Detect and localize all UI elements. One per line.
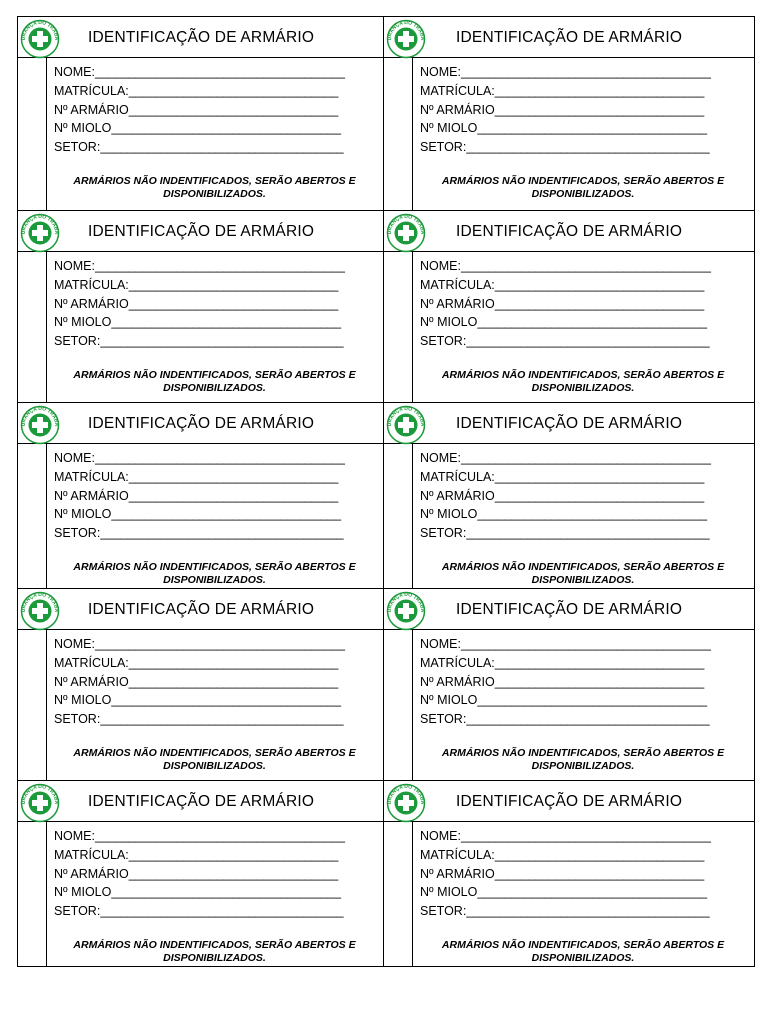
locker-label-1 xyxy=(17,16,384,211)
locker-label-7 xyxy=(17,588,384,781)
margin-line xyxy=(412,821,413,966)
field-label: Nº ARMÁRIO xyxy=(420,674,495,689)
field-label: Nº MIOLO xyxy=(420,885,478,900)
field-blank-line[interactable]: _______________________________ xyxy=(128,296,339,311)
field-row[interactable] xyxy=(54,138,377,157)
field-blank-line[interactable]: __________________________________ xyxy=(477,121,707,136)
locker-label-2 xyxy=(383,16,755,211)
field-label: MATRÍCULA: xyxy=(420,847,495,862)
svg-text:SEGURANÇA DO TRABALHO: URANÇA DO TRABA xyxy=(386,19,426,41)
field-label: Nº ARMÁRIO xyxy=(54,866,129,881)
field-label: Nº MIOLO xyxy=(54,885,112,900)
field-row[interactable] xyxy=(420,654,748,673)
label-header xyxy=(18,17,383,58)
field-blank-line[interactable]: ____________________________________ xyxy=(466,526,710,541)
label-title: IDENTIFICAÇÃO DE ARMÁRIO xyxy=(88,793,315,810)
field-label: MATRÍCULA: xyxy=(420,655,495,670)
field-row[interactable] xyxy=(420,468,748,487)
label-title: IDENTIFICAÇÃO DE ARMÁRIO xyxy=(88,29,315,46)
locker-label-5 xyxy=(17,402,384,589)
label-fields xyxy=(54,63,377,157)
field-row[interactable] xyxy=(54,63,377,82)
notice-text xyxy=(414,369,752,394)
label-header xyxy=(384,781,754,822)
field-label: NOME: xyxy=(420,65,461,79)
notice-line: ARMÁRIOS NÃO INDENTIFICADOS, SERÃO ABERTOS E xyxy=(73,939,356,951)
margin-line xyxy=(46,821,47,966)
notice-line: ARMÁRIOS NÃO INDENTIFICADOS, SERÃO ABERTOS E xyxy=(73,561,356,573)
field-blank-line[interactable]: _____________________________________ xyxy=(94,65,345,79)
label-header xyxy=(18,589,383,630)
field-blank-line[interactable]: __________________________________ xyxy=(111,507,341,522)
label-fields xyxy=(54,827,377,921)
svg-text:SEGURANÇA DO TRABALHO: URANÇA DO TRABA xyxy=(20,405,60,427)
field-blank-line[interactable]: _______________________________ xyxy=(494,83,705,98)
safety-seal-icon xyxy=(384,19,428,59)
label-fields xyxy=(420,635,748,729)
field-label: Nº MIOLO xyxy=(54,121,112,136)
field-blank-line[interactable]: _____________________________________ xyxy=(94,451,345,465)
field-label: Nº ARMÁRIO xyxy=(54,674,129,689)
field-row[interactable] xyxy=(54,257,377,276)
label-fields xyxy=(420,63,748,157)
field-blank-line[interactable]: ____________________________________ xyxy=(466,904,710,919)
field-row[interactable] xyxy=(54,332,377,351)
field-blank-line[interactable]: _______________________________ xyxy=(494,296,705,311)
field-label: Nº MIOLO xyxy=(54,315,112,330)
field-blank-line[interactable]: ____________________________________ xyxy=(100,904,344,919)
field-label: NOME: xyxy=(420,829,461,843)
field-blank-line[interactable]: _______________________________ xyxy=(494,488,705,503)
field-label: MATRÍCULA: xyxy=(54,83,129,98)
notice-line: DISPONIBILIZADOS. xyxy=(163,381,266,394)
notice-line: DISPONIBILIZADOS. xyxy=(163,951,266,964)
field-label: NOME: xyxy=(54,451,95,465)
locker-label-6 xyxy=(383,402,755,589)
field-row[interactable] xyxy=(54,883,377,902)
margin-line xyxy=(46,629,47,780)
locker-label-3 xyxy=(17,210,384,403)
field-label: Nº ARMÁRIO xyxy=(420,488,495,503)
field-blank-line[interactable]: ____________________________________ xyxy=(466,712,710,727)
field-blank-line[interactable]: __________________________________ xyxy=(477,507,707,522)
margin-line xyxy=(46,57,47,210)
field-label: SETOR: xyxy=(420,334,467,349)
field-row[interactable] xyxy=(420,332,748,351)
notice-line: ARMÁRIOS NÃO INDENTIFICADOS, SERÃO ABERTOS E xyxy=(73,175,356,187)
field-row[interactable] xyxy=(54,691,377,710)
field-blank-line[interactable]: ____________________________________ xyxy=(100,334,344,349)
field-blank-line[interactable]: _______________________________ xyxy=(128,277,339,292)
notice-line: ARMÁRIOS NÃO INDENTIFICADOS, SERÃO ABERTOS E xyxy=(73,369,356,381)
field-label: Nº MIOLO xyxy=(420,693,478,708)
field-row[interactable] xyxy=(54,82,377,101)
field-label: Nº MIOLO xyxy=(54,693,112,708)
notice-line: ARMÁRIOS NÃO INDENTIFICADOS, SERÃO ABERTOS E xyxy=(441,747,725,759)
field-blank-line[interactable]: _____________________________________ xyxy=(460,65,711,79)
field-row[interactable] xyxy=(54,313,377,332)
field-label: Nº MIOLO xyxy=(420,315,478,330)
label-title: IDENTIFICAÇÃO DE ARMÁRIO xyxy=(456,601,683,618)
notice-line: DISPONIBILIZADOS. xyxy=(163,187,266,200)
field-blank-line[interactable]: _____________________________________ xyxy=(460,637,711,651)
field-blank-line[interactable]: ____________________________________ xyxy=(466,140,710,155)
svg-text:SEGURANÇA DO TRABALHO: URANÇA DO TRABA xyxy=(20,783,60,805)
margin-line xyxy=(412,443,413,588)
margin-line xyxy=(412,57,413,210)
safety-seal-icon xyxy=(18,783,62,823)
field-row[interactable] xyxy=(420,673,748,692)
field-blank-line[interactable]: __________________________________ xyxy=(477,315,707,330)
field-label: NOME: xyxy=(420,259,461,273)
field-blank-line[interactable]: ____________________________________ xyxy=(466,334,710,349)
label-sheet xyxy=(17,16,755,966)
field-row[interactable] xyxy=(420,827,748,846)
notice-line: ARMÁRIOS NÃO INDENTIFICADOS, SERÃO ABERTOS E xyxy=(441,939,725,951)
field-blank-line[interactable]: _____________________________________ xyxy=(94,829,345,843)
safety-seal-icon xyxy=(384,783,428,823)
field-label: SETOR: xyxy=(54,712,101,727)
field-row[interactable] xyxy=(54,119,377,138)
field-label: Nº ARMÁRIO xyxy=(54,102,129,117)
field-row[interactable] xyxy=(54,902,377,921)
label-fields xyxy=(420,257,748,351)
notice-line: DISPONIBILIZADOS. xyxy=(531,187,635,200)
label-header xyxy=(18,781,383,822)
field-blank-line[interactable]: _____________________________________ xyxy=(94,637,345,651)
field-row[interactable] xyxy=(54,865,377,884)
notice-text xyxy=(414,175,752,200)
field-blank-line[interactable]: __________________________________ xyxy=(111,885,341,900)
field-label: NOME: xyxy=(420,451,461,465)
safety-seal-icon xyxy=(18,591,62,631)
label-header xyxy=(18,211,383,252)
field-blank-line[interactable]: ____________________________________ xyxy=(100,526,344,541)
label-title: IDENTIFICAÇÃO DE ARMÁRIO xyxy=(88,415,315,432)
field-blank-line[interactable]: _____________________________________ xyxy=(94,259,345,273)
field-row[interactable] xyxy=(54,468,377,487)
field-row[interactable] xyxy=(54,827,377,846)
field-blank-line[interactable]: _______________________________ xyxy=(494,277,705,292)
notice-line: ARMÁRIOS NÃO INDENTIFICADOS, SERÃO ABERTOS E xyxy=(441,175,725,187)
safety-seal-icon xyxy=(384,213,428,253)
field-blank-line[interactable]: _____________________________________ xyxy=(460,259,711,273)
field-row[interactable] xyxy=(54,449,377,468)
notice-line: DISPONIBILIZADOS. xyxy=(531,381,635,394)
svg-text:SEGURANÇA DO TRABALHO: URANÇA DO TRABA xyxy=(386,591,426,613)
field-label: Nº ARMÁRIO xyxy=(420,296,495,311)
notice-line: ARMÁRIOS NÃO INDENTIFICADOS, SERÃO ABERTOS E xyxy=(73,747,356,759)
field-label: MATRÍCULA: xyxy=(54,469,129,484)
field-blank-line[interactable]: _______________________________ xyxy=(494,866,705,881)
field-label: SETOR: xyxy=(420,140,467,155)
margin-line xyxy=(412,629,413,780)
field-blank-line[interactable]: ____________________________________ xyxy=(100,140,344,155)
field-label: SETOR: xyxy=(54,334,101,349)
notice-text xyxy=(414,939,752,964)
label-title: IDENTIFICAÇÃO DE ARMÁRIO xyxy=(88,601,315,618)
margin-line xyxy=(46,443,47,588)
field-blank-line[interactable]: __________________________________ xyxy=(477,693,707,708)
field-blank-line[interactable]: _______________________________ xyxy=(128,655,339,670)
field-blank-line[interactable]: _______________________________ xyxy=(128,674,339,689)
field-blank-line[interactable]: _______________________________ xyxy=(128,847,339,862)
label-header xyxy=(384,403,754,444)
field-blank-line[interactable]: _______________________________ xyxy=(128,866,339,881)
svg-text:SEGURANÇA DO TRABALHO: URANÇA DO TRABA xyxy=(386,405,426,427)
field-label: SETOR: xyxy=(54,904,101,919)
notice-line: DISPONIBILIZADOS. xyxy=(163,759,266,772)
notice-line: DISPONIBILIZADOS. xyxy=(531,951,635,964)
field-row[interactable] xyxy=(54,276,377,295)
field-row[interactable] xyxy=(420,691,748,710)
field-row[interactable] xyxy=(420,883,748,902)
field-row[interactable] xyxy=(420,257,748,276)
field-row[interactable] xyxy=(54,635,377,654)
label-header xyxy=(18,403,383,444)
label-title: IDENTIFICAÇÃO DE ARMÁRIO xyxy=(456,793,683,810)
field-row[interactable] xyxy=(420,635,748,654)
label-fields xyxy=(54,257,377,351)
field-label: MATRÍCULA: xyxy=(420,83,495,98)
field-label: MATRÍCULA: xyxy=(54,277,129,292)
field-row[interactable] xyxy=(420,295,748,314)
field-label: Nº ARMÁRIO xyxy=(54,296,129,311)
notice-text xyxy=(414,561,752,586)
label-title: IDENTIFICAÇÃO DE ARMÁRIO xyxy=(456,29,683,46)
field-label: NOME: xyxy=(54,65,95,79)
margin-line xyxy=(412,251,413,402)
field-blank-line[interactable]: _______________________________ xyxy=(128,102,339,117)
field-row[interactable] xyxy=(420,449,748,468)
field-blank-line[interactable]: __________________________________ xyxy=(477,885,707,900)
field-row[interactable] xyxy=(420,63,748,82)
field-blank-line[interactable]: _____________________________________ xyxy=(460,451,711,465)
field-row[interactable] xyxy=(420,710,748,729)
locker-label-4 xyxy=(383,210,755,403)
field-label: Nº MIOLO xyxy=(420,121,478,136)
safety-seal-icon xyxy=(384,591,428,631)
locker-label-8 xyxy=(383,588,755,781)
field-label: Nº ARMÁRIO xyxy=(54,488,129,503)
notice-text xyxy=(48,175,381,200)
field-row[interactable] xyxy=(420,138,748,157)
notice-text xyxy=(48,561,381,586)
field-row[interactable] xyxy=(420,524,748,543)
field-blank-line[interactable]: ____________________________________ xyxy=(100,712,344,727)
field-blank-line[interactable]: _______________________________ xyxy=(128,469,339,484)
field-row[interactable] xyxy=(54,524,377,543)
label-fields xyxy=(54,635,377,729)
field-blank-line[interactable]: __________________________________ xyxy=(111,121,341,136)
notice-line: ARMÁRIOS NÃO INDENTIFICADOS, SERÃO ABERTOS E xyxy=(441,561,725,573)
field-row[interactable] xyxy=(420,487,748,506)
field-blank-line[interactable]: _______________________________ xyxy=(494,847,705,862)
field-label: SETOR: xyxy=(54,140,101,155)
label-title: IDENTIFICAÇÃO DE ARMÁRIO xyxy=(88,223,315,240)
field-row[interactable] xyxy=(54,710,377,729)
field-row[interactable] xyxy=(54,295,377,314)
field-label: Nº ARMÁRIO xyxy=(420,102,495,117)
field-label: MATRÍCULA: xyxy=(420,277,495,292)
field-label: Nº ARMÁRIO xyxy=(420,866,495,881)
notice-line: DISPONIBILIZADOS. xyxy=(531,573,635,586)
safety-seal-icon xyxy=(18,19,62,59)
field-blank-line[interactable]: _______________________________ xyxy=(494,469,705,484)
locker-label-10 xyxy=(383,780,755,967)
field-row[interactable] xyxy=(420,902,748,921)
notice-text xyxy=(48,747,381,772)
locker-label-9 xyxy=(17,780,384,967)
label-header xyxy=(384,17,754,58)
svg-text:SEGURANÇA DO TRABALHO: URANÇA DO TRABA xyxy=(386,213,426,235)
notice-line: DISPONIBILIZADOS. xyxy=(163,573,266,586)
safety-seal-icon xyxy=(18,405,62,445)
field-row[interactable] xyxy=(54,487,377,506)
field-label: Nº MIOLO xyxy=(54,507,112,522)
safety-seal-icon xyxy=(384,405,428,445)
field-label: NOME: xyxy=(420,637,461,651)
notice-line: DISPONIBILIZADOS. xyxy=(531,759,635,772)
notice-text xyxy=(48,939,381,964)
field-label: MATRÍCULA: xyxy=(54,655,129,670)
field-label: NOME: xyxy=(54,259,95,273)
field-row[interactable] xyxy=(54,101,377,120)
field-row[interactable] xyxy=(420,865,748,884)
label-title: IDENTIFICAÇÃO DE ARMÁRIO xyxy=(456,415,683,432)
field-label: MATRÍCULA: xyxy=(54,847,129,862)
field-label: SETOR: xyxy=(420,904,467,919)
field-row[interactable] xyxy=(54,846,377,865)
notice-line: ARMÁRIOS NÃO INDENTIFICADOS, SERÃO ABERTOS E xyxy=(441,369,725,381)
label-fields xyxy=(54,449,377,543)
field-row[interactable] xyxy=(54,673,377,692)
field-row[interactable] xyxy=(420,846,748,865)
field-blank-line[interactable]: __________________________________ xyxy=(111,693,341,708)
field-label: NOME: xyxy=(54,829,95,843)
field-blank-line[interactable]: _______________________________ xyxy=(494,102,705,117)
svg-text:SEGURANÇA DO TRABALHO: URANÇA DO TRABA xyxy=(20,19,60,41)
field-blank-line[interactable]: _____________________________________ xyxy=(460,829,711,843)
field-label: NOME: xyxy=(54,637,95,651)
field-blank-line[interactable]: __________________________________ xyxy=(111,315,341,330)
field-label: SETOR: xyxy=(54,526,101,541)
margin-line xyxy=(46,251,47,402)
field-row[interactable] xyxy=(420,82,748,101)
label-fields xyxy=(420,827,748,921)
label-header xyxy=(384,589,754,630)
field-label: Nº MIOLO xyxy=(420,507,478,522)
svg-text:SEGURANÇA DO TRABALHO: URANÇA DO TRABA xyxy=(20,213,60,235)
svg-text:SEGURANÇA DO TRABALHO: URANÇA DO TRABA xyxy=(386,783,426,805)
field-row[interactable] xyxy=(420,505,748,524)
field-row[interactable] xyxy=(420,313,748,332)
label-fields xyxy=(420,449,748,543)
field-blank-line[interactable]: _______________________________ xyxy=(494,655,705,670)
field-label: MATRÍCULA: xyxy=(420,469,495,484)
field-label: SETOR: xyxy=(420,526,467,541)
notice-text xyxy=(414,747,752,772)
field-blank-line[interactable]: _______________________________ xyxy=(128,83,339,98)
field-row[interactable] xyxy=(54,654,377,673)
notice-text xyxy=(48,369,381,394)
field-blank-line[interactable]: _______________________________ xyxy=(494,674,705,689)
field-row[interactable] xyxy=(54,505,377,524)
field-row[interactable] xyxy=(420,276,748,295)
field-row[interactable] xyxy=(420,119,748,138)
label-title: IDENTIFICAÇÃO DE ARMÁRIO xyxy=(456,223,683,240)
safety-seal-icon xyxy=(18,213,62,253)
svg-text:SEGURANÇA DO TRABALHO: URANÇA DO TRABA xyxy=(20,591,60,613)
label-header xyxy=(384,211,754,252)
field-label: SETOR: xyxy=(420,712,467,727)
field-blank-line[interactable]: _______________________________ xyxy=(128,488,339,503)
field-row[interactable] xyxy=(420,101,748,120)
